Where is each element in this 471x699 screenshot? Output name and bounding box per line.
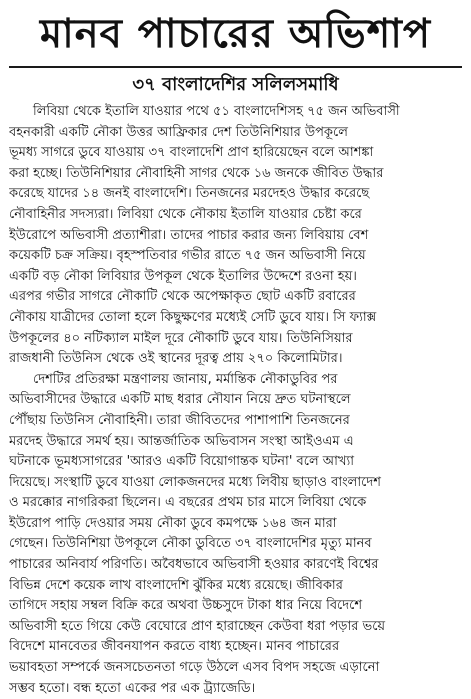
body-line: ও মরক্কোর নাগরিকরা ছিলেন। এ বছরের প্রথম চার মাসে লিবিয়া থেকে	[9, 495, 367, 511]
body-line: তাগিদে সহায় সম্বল বিক্রি করে অথবা উচ্চসুদে টাকা ধার নিয়ে বিদেশে	[9, 598, 363, 614]
body-line: দেশটির প্রতিরক্ষা মন্ত্রণালয় জানায়, মর্মান্তিক নৌকাডুবির পর	[33, 371, 338, 387]
body-line: এরপর গভীর সাগরে নৌকাটি থেকে অপেক্ষাকৃত ছোট একটি রবারের	[9, 289, 356, 305]
body-line: পৌঁছায় তিউনিস নৌবাহিনী। তারা জীবিতদের পাশাপাশি তিনজনের	[9, 412, 350, 428]
body-line: বিদেশে মানবেতর জীবনযাপন করতে বাধ্য হচ্ছেন। মানব পাচারের	[9, 639, 340, 655]
subheadline: ৩৭ বাংলাদেশির সলিলসমাধি	[132, 74, 339, 95]
body-line: ইউরোপ পাড়ি দেওয়ার সময় নৌকা ডুবে কমপক্ষে ১৬৪ জন মারা	[9, 515, 337, 531]
body-line: নৌবাহিনীর সদস্যরা। লিবিয়া থেকে নৌকায় ইতালি যাওয়ার চেষ্টা করে	[9, 206, 362, 222]
headline-divider	[9, 66, 462, 68]
body-line: কয়েকটি চক্র সক্রিয়। বৃহস্পতিবার গভীর রাতে ৭৫ জন অভিবাসী নিয়ে	[9, 248, 366, 264]
body-line: উপকূলের ৪০ নটিক্যাল মাইল দূরে নৌকাটি ডুবে যায়। তিউনিসিয়ার	[9, 330, 353, 346]
body-line: লিবিয়া থেকে ইতালি যাওয়ার পথে ৫১ বাংলাদেশিসহ ৭৫ জন অভিবাসী	[33, 104, 400, 119]
body-line: অভিবাসী হতে গিয়ে কেউ বেঘোরে প্রাণ হারাচ্ছেন কেউবা ধরা পড়ার ভয়ে	[9, 618, 386, 634]
body-line: মরদেহ উদ্ধারে সমর্থ হয়। আন্তর্জাতিক অভিবাসন সংস্থা আইওএম এ	[9, 433, 354, 449]
body-line: করা হচ্ছে। তিউনিশিয়ার নৌবাহিনী সাগর থেকে ১৬ জনকে জীবিত উদ্ধার	[9, 165, 384, 181]
body-line: বহনকারী একটি নৌকা উত্তর আফ্রিকার দেশ তিউনিশিয়ার উপকূলে	[9, 124, 348, 140]
body-line: একটি বড় নৌকা লিবিয়ার উপকূল থেকে ইতালির উদ্দেশে রওনা হয়।	[9, 268, 357, 284]
body-line: অভিবাসীদের উদ্ধারে একটি মাছ ধরার নৌযান নিয়ে দ্রুত ঘটনাস্থলে	[9, 392, 351, 408]
body-line: পাচারের অনিবার্য পরিণতি। অবৈধভাবে অভিবাসী হওয়ার কারণেই বিশ্বের	[9, 557, 379, 573]
body-line: গেছেন। তিউনিশিয়া উপকূলে নৌকা ডুবিতে ৩৭ বাংলাদেশির মৃত্যু মানব	[9, 536, 372, 552]
body-line: ভয়াবহতা সম্পর্কে জনসচেতনতা গড়ে উঠলে এসব বিপদ সহজে এড়ানো	[9, 660, 380, 676]
body-line: দিয়েছে। সংস্থাটি ডুবে যাওয়া লোকজনদের মধ্যে লিবীয় ছাড়াও বাংলাদেশ	[9, 474, 381, 490]
body-line: ভূমধ্য সাগরে ডুবে যাওয়ায় ৩৭ বাংলাদেশি প্রাণ হারিয়েছেন বলে আশঙ্কা	[9, 145, 374, 161]
body-line: বিভিন্ন দেশে কয়েক লাখ বাংলাদেশি ঝুঁকির মধ্যে রয়েছে। জীবিকার	[9, 577, 343, 593]
body-line: ইউরোপে অভিবাসী প্রত্যাশীরা। তাদের পাচার করার জন্য লিবিয়ায় বেশ	[9, 227, 369, 243]
body-line: করেছে যাদের ১৪ জনই বাংলাদেশি। তিনজনের মরদেহও উদ্ধার করেছে	[9, 186, 370, 202]
body-line: সম্ভব হতো। বন্ধ হতো একের পর এক ট্র্যাজেডি।	[9, 680, 256, 696]
headline: মানব পাচারের অভিশাপ	[39, 11, 432, 57]
body-line: ঘটনাকে ভূমধ্যসাগরের 'আরও একটি বিয়োগান্তক ঘটনা' বলে আখ্যা	[9, 454, 355, 470]
body-line: রাজধানী তিউনিস থেকে ওই স্থানের দূরত্ব প্রায় ২৭০ কিলোমিটার।	[9, 351, 343, 367]
article-body	[9, 102, 462, 699]
body-line: নৌকায় যাত্রীদের তোলা হলে কিছুক্ষণের মধ্যেই সেটি ডুবে যায়। সি ফ্যাক্স	[9, 309, 377, 325]
